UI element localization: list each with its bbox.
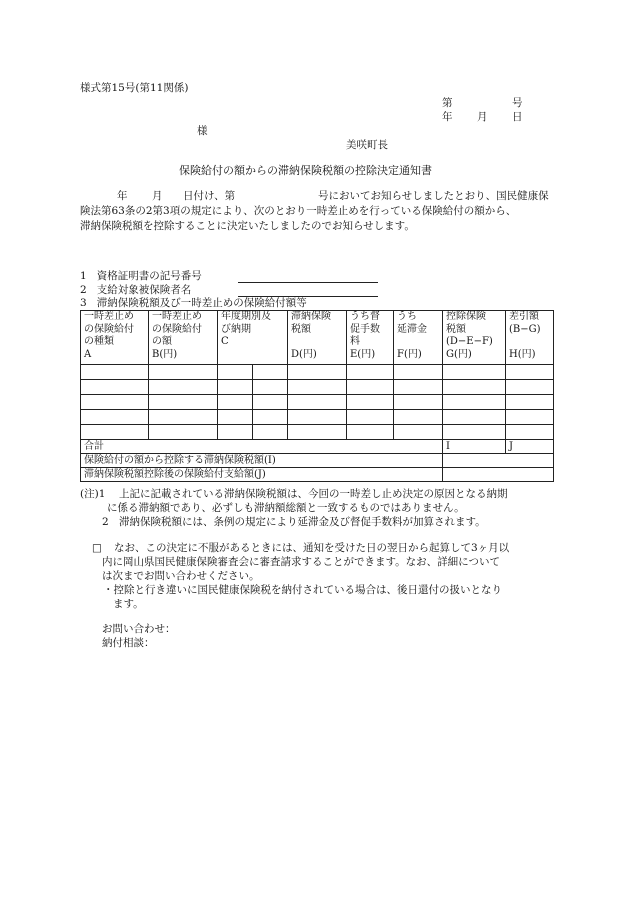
cell-c1[interactable]: [218, 395, 253, 410]
cell-b[interactable]: [149, 365, 218, 380]
cell-f[interactable]: [394, 410, 443, 425]
total-label: 合計: [81, 440, 443, 454]
appeal-line2: 内に岡山県国民健康保険審査会に審査請求することができます。なお、詳細について: [102, 556, 500, 568]
table-row: [81, 410, 554, 425]
cell-c2[interactable]: [253, 395, 288, 410]
cell-a[interactable]: [81, 365, 149, 380]
cell-f[interactable]: [394, 425, 443, 440]
bullet-line2: ます。: [113, 598, 144, 610]
table-row: [81, 380, 554, 395]
cell-d[interactable]: [288, 395, 347, 410]
item-3-label: 滞納保険税額及び一時差止めの保険給付額等: [96, 297, 307, 309]
form-number: 様式第15号(第11関係): [80, 82, 189, 94]
cell-h[interactable]: [506, 395, 554, 410]
header-cell-f: うち 延滞金 F(円): [394, 311, 443, 365]
note-2-number: 2: [102, 516, 109, 528]
table-payment-row: [81, 468, 554, 482]
deduction-value-cell[interactable]: [443, 454, 554, 468]
cell-c1[interactable]: [218, 425, 253, 440]
inquiry-label: お問い合わせ：: [102, 623, 176, 635]
note-2-text: 滞納保険税額には、条例の規定により延滞金及び督促手数料が加算されます。: [119, 516, 486, 528]
table-total-row: [81, 440, 554, 454]
header-cell-h: 差引額 (B−G) H(円): [506, 311, 554, 365]
cell-e[interactable]: [347, 425, 394, 440]
header-cell-a: 一時差止め の保険給付 の種類 A: [81, 311, 149, 365]
cell-e[interactable]: [347, 410, 394, 425]
item-3: [80, 297, 307, 310]
bullet-line1: ・控除と行き違いに国民健康保険税を納付されている場合は、後日還付の扱いとなり: [103, 584, 502, 596]
item-2: [80, 284, 191, 297]
cell-b[interactable]: [149, 410, 218, 425]
cell-c1[interactable]: [218, 410, 253, 425]
issuer: 美咲町長: [346, 139, 388, 151]
cell-d[interactable]: [288, 425, 347, 440]
table-row: [81, 395, 554, 410]
cell-f[interactable]: [394, 395, 443, 410]
cell-g[interactable]: [443, 395, 506, 410]
cell-b[interactable]: [149, 425, 218, 440]
cell-h[interactable]: [506, 425, 554, 440]
item-2-number: 2: [80, 284, 87, 296]
cell-f[interactable]: [394, 380, 443, 395]
header-cell-e: うち督 促手数 料 E(円): [347, 311, 394, 365]
table-row: [81, 425, 554, 440]
cell-c1[interactable]: [218, 380, 253, 395]
doc-date-month: 月: [477, 111, 488, 123]
cell-b[interactable]: [149, 395, 218, 410]
table-row: [81, 365, 554, 380]
item-1: [80, 270, 202, 283]
addressee-suffix: 様: [197, 125, 208, 137]
cell-a[interactable]: [81, 395, 149, 410]
cell-a[interactable]: [81, 380, 149, 395]
total-j-cell[interactable]: J: [506, 440, 554, 454]
cell-c1[interactable]: [218, 365, 253, 380]
cell-b[interactable]: [149, 380, 218, 395]
item-1-number: 1: [80, 270, 87, 282]
table-header-row: [81, 311, 554, 365]
cell-c2[interactable]: [253, 425, 288, 440]
cell-c2[interactable]: [253, 380, 288, 395]
cell-g[interactable]: [443, 410, 506, 425]
doc-date-day: 日: [512, 111, 523, 123]
deduction-table: [80, 310, 554, 482]
cell-g[interactable]: [443, 380, 506, 395]
doc-number-dai: 第: [442, 97, 453, 109]
cell-f[interactable]: [394, 365, 443, 380]
cell-c2[interactable]: [253, 365, 288, 380]
cell-d[interactable]: [288, 380, 347, 395]
header-cell-b: 一時差止め の保険給付 の額 B(円): [149, 311, 218, 365]
appeal-line1: なお、この決定に不服があるときには、通知を受けた日の翌日から起算して3ヶ月以: [114, 542, 510, 554]
cell-h[interactable]: [506, 380, 554, 395]
note-1-line2: に係る滞納額であり、必ずしも滞納額総額と一致するものではありません。: [107, 502, 465, 514]
intro-date: 日付け、第: [183, 190, 236, 202]
cell-h[interactable]: [506, 410, 554, 425]
cell-g[interactable]: [443, 365, 506, 380]
header-cell-g: 控除保険 税額 (D−E−F) G(円): [443, 311, 506, 365]
checkbox-icon[interactable]: □: [92, 542, 102, 554]
cell-g[interactable]: [443, 425, 506, 440]
cell-e[interactable]: [347, 380, 394, 395]
deduction-label: 保険給付の額から控除する滞納保険税額(I): [81, 454, 443, 468]
intro-month: 月: [152, 190, 163, 202]
header-cell-c: 年度期別及 び納期 C: [218, 311, 288, 365]
item-1-label: 資格証明書の記号番号: [96, 270, 202, 282]
intro-line2: 険法第63条の2第3項の規定により、次のとおり一時差止めを行っている保険給付の額から、: [80, 205, 517, 217]
intro-line1: 号においてお知らせしましたとおり、国民健康保: [318, 190, 549, 202]
total-i-cell[interactable]: I: [443, 440, 506, 454]
cell-d[interactable]: [288, 365, 347, 380]
intro-line3: 滞納保険税額を控除することに決定いたしましたのでお知らせします。: [80, 220, 415, 232]
document-title: 保険給付の額からの滞納保険税額の控除決定通知書: [179, 164, 432, 177]
cell-h[interactable]: [506, 365, 554, 380]
item-2-label: 支給対象被保険者名: [96, 284, 192, 296]
note-1-prefix: (注)1: [80, 488, 106, 500]
header-cell-d: 滞納保険 税額 D(円): [288, 311, 347, 365]
cell-a[interactable]: [81, 425, 149, 440]
payment-consultation-label: 納付相談：: [102, 637, 155, 649]
payment-value-cell[interactable]: [443, 468, 554, 482]
cell-e[interactable]: [347, 395, 394, 410]
intro-year: 年: [117, 190, 128, 202]
note-1-line1: 上記に記載されている滞納保険税額は、今回の一時差し止め決定の原因となる納期: [119, 488, 508, 500]
cell-a[interactable]: [81, 410, 149, 425]
doc-number-go: 号: [512, 97, 523, 109]
table-deduction-row: [81, 454, 554, 468]
cell-d[interactable]: [288, 410, 347, 425]
payment-label: 滞納保険税額控除後の保険給付支給額(J): [81, 468, 443, 482]
item-3-number: 3: [80, 297, 87, 309]
cell-e[interactable]: [347, 365, 394, 380]
cell-c2[interactable]: [253, 410, 288, 425]
item-1-underline: [238, 282, 378, 283]
appeal-line3: は次までお問い合わせください。: [102, 570, 260, 582]
doc-date-year: 年: [442, 111, 453, 123]
